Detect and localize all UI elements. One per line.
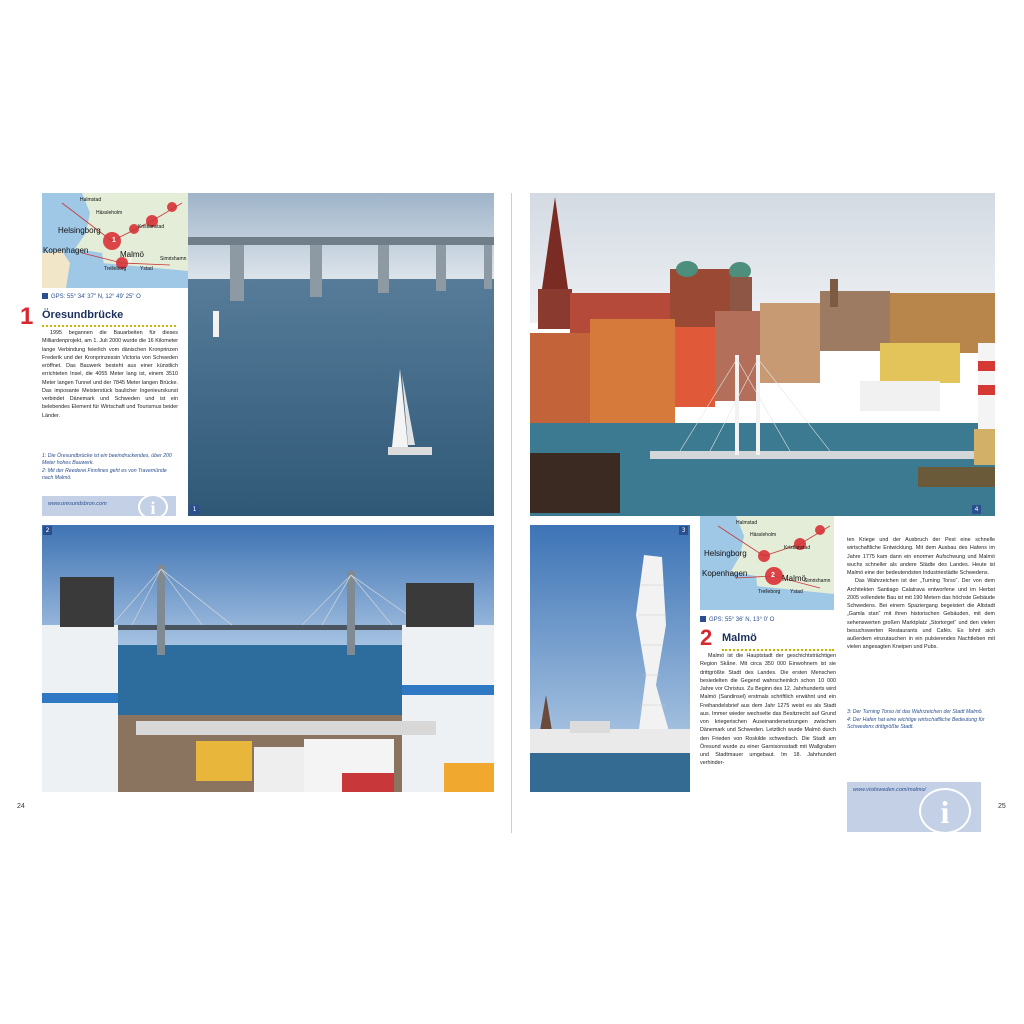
page-gutter [511, 193, 512, 833]
map-label: Helsingborg [704, 549, 747, 558]
info-icon: i [138, 494, 168, 520]
caption-note: 4: Der Hafen hat eine wichtige wirtschaftliche Bedeutung für Schwedens drittgrößte Stadt. [847, 717, 985, 730]
photo-bridge-sailboat [188, 193, 494, 516]
map-label: Halmstad [736, 520, 758, 526]
map-illustration [700, 516, 834, 610]
map-marker: 1 [112, 237, 116, 244]
map-label: Trelleborg [104, 266, 127, 272]
body-paragraph: Das Wahrzeichen ist der „Turning Torso“. Der von dem Architekten Santiago Calatrava entworfene und im Herbst 2005 vollendete Bau ist mit 190 Metern das höchste Gebäude Schwedens. Bei einem Spaziergang begeistert die Altstadt „Gamla stan“ mit ihren historischen Gebäuden, mit dem sehenswerten großen Marktplatz „Stortorget“ und den vielen besuchswerten Restaurants und Cafés. Es lohnt sich außerdem einzutauchen in ein pulsierendes Nachtleben mit vielen angesagten Kneipen und Pubs. [847, 578, 995, 651]
body-paragraph: 1995 begannen die Bauarbeiten für dieses Milliardenprojekt, am 1. Juli 2000 wurde die 16 Kilometer lange Verbindung feierlich vom dänischen Kronprinzen Frederik und der Kronprinzessin Victoria von Schweden eröffnet. Das Bauwerk besteht aus einer künstlich errichteten Insel, die 4055 Meter lang ist, einem 3510 Meter langen Tunnel und der 7845 Meter langen Brücke. Das imposante Meisterstück baulicher Ingenieurskunst verbindet Dänemark und Schweden und ist ein belebendes Element für Wirtschaft und Tourismus beider Länder. [42, 330, 178, 419]
body-paragraph: Malmö ist die Hauptstadt der geschichtsträchtigen Region Skåne. Mit circa 350 000 Einwohnern ist sie drittgrößte Stadt des Landes. Die ersten Menschen besiedelten die Gegend wahrscheinlich schon 10 000 Jahre vor Christus. Zu Beginn des 12. Jahrhunderts wird Malmö (Sandinsel) erstmals schriftlich erwähnt und ein Freihandelsbrief aus dem Jahr 1275 weist es als Stadt aus. Immer wieder wechselte das Besitzrecht auf Grund von kriegerischen Auseinandersetzungen zwischen Dänemark und Schweden. Letztlich wurde Malmö durch den Frieden von Roskilde schwedisch. Die Stadt am Öresund wurde zu einer Garnisonsstadt mit Wallgraben und Stadtmauer umgebaut. Im 18. Jahrhundert verhinder- [700, 653, 836, 767]
map-label: Helsingborg [58, 226, 101, 235]
photo-badge: 1 [190, 505, 199, 514]
section-title: Öresundbrücke [42, 309, 124, 321]
map-label: Simrishamn [160, 256, 187, 262]
section-number: 1 [20, 303, 34, 330]
map-marker: 2 [128, 257, 132, 264]
map-label: Hässleholm [96, 210, 123, 216]
photo-illustration [530, 525, 690, 792]
map-label: Simrishamn [804, 578, 831, 584]
info-box [847, 782, 981, 832]
website-link[interactable]: www.visitsweden.com/malmo/ [853, 787, 927, 793]
info-icon: i [919, 788, 971, 834]
page-number: 24 [17, 803, 25, 810]
caption-note: 3: Der Turning Torso ist das Wahrzeichen der Stadt Malmö. [847, 709, 983, 715]
website-link[interactable]: www.oresundsbron.com [48, 501, 107, 507]
map-label: Kristianstad [784, 545, 811, 551]
map-label: Malmö [120, 250, 145, 259]
map-label: Ystad [790, 589, 803, 595]
gps-malmo [700, 616, 774, 623]
caption-notes [847, 709, 993, 732]
photo-ferry-deck [42, 525, 494, 792]
map-label: Malmö [782, 574, 807, 583]
gps-text: GPS: 55° 34' 37" N, 12° 49' 25" O [51, 294, 141, 300]
map-label: Kopenhagen [43, 246, 89, 255]
gps-icon [42, 293, 48, 299]
photo-illustration [42, 525, 494, 792]
page-number: 25 [998, 803, 1006, 810]
photo-badge: 2 [43, 526, 52, 535]
map-label: Hässleholm [750, 532, 777, 538]
gps-icon [700, 616, 706, 622]
map-label: Halmstad [80, 197, 102, 203]
map-label: Kopenhagen [702, 569, 748, 578]
map-label: Trelleborg [758, 589, 781, 595]
map-label: Kristianstad [138, 224, 165, 230]
photo-illustration [530, 193, 995, 516]
photo-illustration [188, 193, 494, 516]
section-number: 2 [700, 625, 713, 650]
section-body [42, 329, 178, 445]
map-marker: 2 [771, 572, 775, 579]
photo-badge: 3 [679, 526, 688, 535]
gps-oresund [42, 293, 141, 300]
title-underline [42, 325, 176, 327]
info-box [42, 496, 176, 516]
photo-malmo-harbor [530, 193, 995, 516]
body-paragraph: ten Kriege und der Ausbruch der Pest eine schnelle wirtschaftliche Entwicklung. Mit dem Ausbau des Hafens im Jahre 1775 kam dann ein enormer Aufschwung und Malmö wuchs schneller als andere Städte des Landes. Heute ist Malmö eine der bedeutendsten Industriestädte Schwedens. [847, 537, 995, 576]
caption-note: 1: Die Öresundbrücke ist ein beeindruckendes, über 200 Meter hohes Bauwerk. [42, 453, 172, 466]
caption-note: 2: Mit der Reederei Finnlines geht es von Travemünde nach Malmö. [42, 468, 167, 481]
photo-turning-torso [530, 525, 690, 792]
location-map-oresund [42, 193, 188, 288]
section-body-col1 [700, 652, 836, 800]
section-body-col2 [847, 536, 995, 704]
location-map-malmo [700, 516, 834, 610]
title-underline [722, 649, 834, 651]
section-title: Malmö [722, 632, 757, 644]
map-label: Ystad [140, 266, 153, 272]
gps-text: GPS: 55° 36' N, 13° 0' O [709, 617, 775, 623]
caption-notes [42, 453, 178, 483]
photo-badge: 4 [972, 505, 981, 514]
